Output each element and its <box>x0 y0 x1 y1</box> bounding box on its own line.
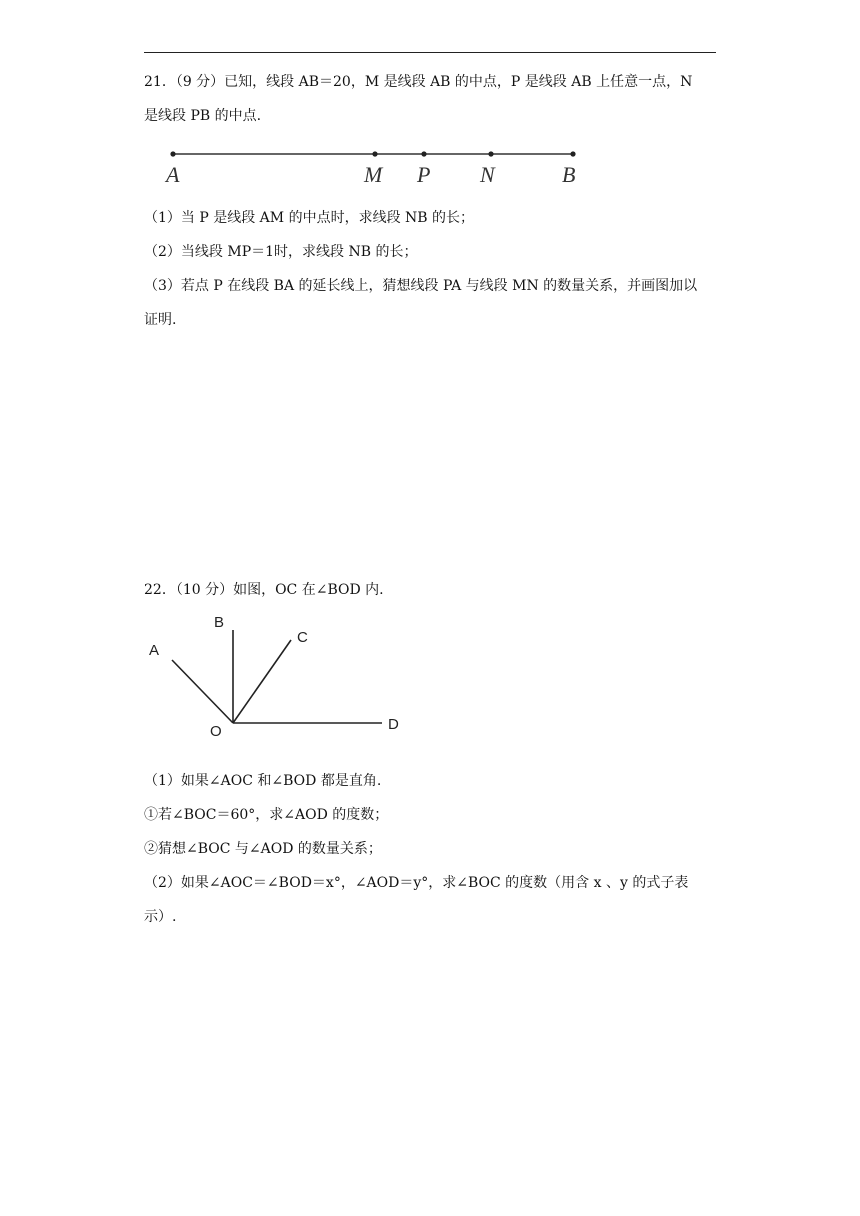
q21-part2: （2）当线段 MP＝1时，求线段 NB 的长； <box>144 244 418 260</box>
point-a-dot <box>170 151 175 156</box>
ray-oa <box>172 660 233 723</box>
q22-part1-item1: ①若∠BOC＝60°，求∠AOD 的度数； <box>144 807 389 823</box>
q22-part2-line1: （2）如果∠AOC＝∠BOD＝x°，∠AOD＝y°，求∠BOC 的度数（用含 x 、y 的式子表 <box>144 875 689 891</box>
q22-angle-figure <box>140 608 410 744</box>
q21-part3-line1: （3）若点 P 在线段 BA 的延长线上，猜想线段 PA 与线段 MN 的数量关系，并画图加以 <box>144 278 698 294</box>
q22-part2-line2: 示）. <box>144 909 177 925</box>
q21-stem-line1: 21．（9 分）已知，线段 AB＝20，M 是线段 AB 的中点，P 是线段 AB 上任意一点，N <box>144 74 693 90</box>
q22-part1-item2: ②猜想∠BOC 与∠AOD 的数量关系； <box>144 841 382 857</box>
point-n-dot <box>488 151 493 156</box>
q21-part1: （1）当 P 是线段 AM 的中点时，求线段 NB 的长； <box>144 210 475 226</box>
label-p: P <box>417 162 431 187</box>
point-m-dot <box>372 151 377 156</box>
ray-oc <box>233 640 291 723</box>
label-m: M <box>364 162 383 187</box>
label-b: B <box>214 614 225 631</box>
point-b-dot <box>570 151 575 156</box>
q21-stem-line2: 是线段 PB 的中点. <box>144 108 262 124</box>
header-rule <box>144 52 716 53</box>
label-d: D <box>388 716 399 733</box>
label-b: B <box>562 162 576 187</box>
label-c: C <box>297 629 308 646</box>
label-a: A <box>149 642 160 659</box>
label-o: O <box>210 723 222 740</box>
q21-part3-line2: 证明. <box>144 312 177 328</box>
label-a: A <box>166 162 180 187</box>
label-n: N <box>480 162 495 187</box>
q21-segment-figure <box>160 140 590 192</box>
q22-stem: 22．（10 分）如图，OC 在∠BOD 内. <box>144 582 384 598</box>
q22-part1: （1）如果∠AOC 和∠BOD 都是直角. <box>144 773 382 789</box>
point-p-dot <box>421 151 426 156</box>
